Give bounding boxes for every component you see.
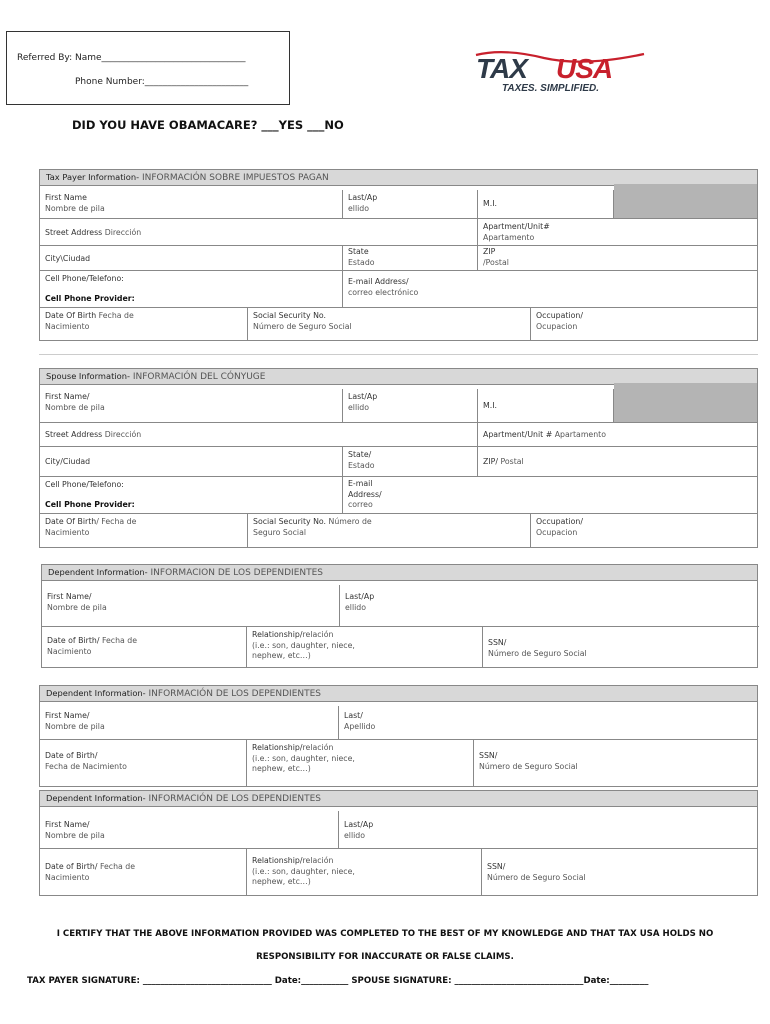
ssn-label: SSN/	[487, 862, 506, 871]
street-label-es: Dirección	[102, 430, 142, 439]
cell-provider-label: Cell Phone Provider:	[45, 293, 135, 303]
spouse-city-field[interactable]	[40, 447, 343, 477]
taxpayer-email-field[interactable]	[343, 271, 757, 308]
taxpayer-ssn-field[interactable]	[248, 308, 531, 340]
dependent-first-name-field[interactable]	[42, 585, 340, 627]
ssn-label: SSN/	[479, 751, 498, 760]
spouse-cell-phone-field[interactable]	[40, 477, 343, 514]
taxpayer-shaded-cell	[614, 184, 757, 219]
occupation-label: Occupation/	[536, 517, 583, 526]
dob-label-es2: Nacimiento	[45, 527, 90, 537]
spouse-shaded-cell	[614, 383, 757, 423]
dependent-header	[40, 791, 757, 807]
apartment-label-es: Apartamento	[552, 430, 606, 439]
taxpayer-header-es: INFORMACIÓN SOBRE IMPUESTOS PAGAN	[139, 173, 329, 183]
relationship-example: (i.e.: son, daughter, niece,	[252, 753, 355, 763]
last-name-label: Last/Ap	[348, 193, 378, 202]
dependent-ssn-field[interactable]	[483, 627, 759, 667]
certification-line-1: I CERTIFY THAT THE ABOVE INFORMATION PROVIDED WAS COMPLETED TO THE BEST OF MY KNOWLEDGE AND THAT TAX USA HOLDS NO	[56, 929, 714, 939]
dependent-dob-field[interactable]	[40, 740, 247, 786]
dob-label: Date of Birth/	[45, 862, 98, 871]
dob-label-es: Fecha de	[96, 311, 134, 320]
logo-tax-text: TAX	[476, 53, 527, 84]
first-name-label: First Name/	[47, 592, 92, 601]
dob-label: Date Of Birth	[45, 311, 97, 320]
zip-label-es: /Postal	[483, 257, 509, 267]
relationship-example: (i.e.: son, daughter, niece,	[252, 866, 355, 876]
obamacare-question[interactable]: DID YOU HAVE OBAMACARE? ___YES ___NO	[72, 118, 344, 132]
taxusa-logo-mark	[474, 50, 658, 94]
taxpayer-occupation-field[interactable]	[531, 308, 757, 340]
spouse-header-en: Spouse Information-	[46, 371, 130, 381]
relationship-label: Relationship/	[252, 630, 303, 639]
dependent-header-en: Dependent Information-	[48, 567, 148, 577]
first-name-label-es: Nombre de pila	[45, 721, 105, 731]
state-label: State/	[348, 450, 372, 459]
dob-label-es2: Fecha de Nacimiento	[45, 761, 127, 771]
dependent-header-es: INFORMACION DE LOS DEPENDIENTES	[147, 568, 324, 578]
spouse-street-field[interactable]	[40, 423, 478, 447]
dependent-last-name-field[interactable]	[340, 585, 759, 627]
dob-label-es: Fecha de	[97, 862, 136, 871]
email-label: E-mail Address/	[348, 277, 409, 286]
first-name-label: First Name/	[45, 711, 90, 720]
zip-label: ZIP/	[483, 457, 498, 466]
relationship-example-2: nephew, etc…)	[252, 877, 311, 886]
ssn-label-es: Número de Seguro Social	[487, 872, 586, 882]
referral-box	[6, 31, 290, 105]
dependent-dob-field[interactable]	[40, 849, 247, 895]
dob-label-es: Fecha de	[99, 636, 138, 645]
dependent-first-name-field[interactable]	[40, 706, 339, 740]
email-label-es: correo	[348, 500, 373, 509]
spouse-mi-field[interactable]	[478, 389, 614, 423]
dependent-first-name-field[interactable]	[40, 811, 339, 849]
cell-provider-label: Cell Phone Provider:	[45, 499, 135, 509]
last-name-label: Last/Ap	[344, 820, 374, 829]
dependent-header-en: Dependent Information-	[46, 793, 146, 803]
first-name-label: First Name/	[45, 820, 90, 829]
ssn-label-es: Número de	[326, 517, 372, 526]
city-label: City\Ciudad	[45, 254, 91, 263]
spouse-apartment-field[interactable]	[478, 423, 757, 447]
occupation-label-es: Ocupacion	[536, 321, 578, 331]
last-name-label-es: ellido	[348, 203, 370, 213]
dependent-header	[42, 565, 757, 581]
email-label-2: Address/	[348, 489, 382, 499]
zip-label: ZIP	[483, 247, 496, 256]
relationship-label-es: relación	[302, 630, 334, 639]
spouse-email-field[interactable]	[343, 477, 757, 514]
city-label: City/Ciudad	[45, 457, 91, 466]
section-divider	[39, 354, 758, 355]
last-name-label-es: ellido	[348, 402, 370, 412]
state-label: State	[348, 247, 369, 256]
phone-number-field[interactable]: Phone Number:_______________________	[75, 77, 249, 87]
street-label: Street Address	[45, 228, 103, 237]
spouse-state-field[interactable]	[343, 447, 478, 477]
dob-label-es2: Nacimiento	[45, 321, 90, 331]
dependent-section-2	[39, 685, 758, 787]
relationship-label-es: relación	[302, 856, 334, 865]
dependent-relationship-field[interactable]	[247, 627, 483, 667]
zip-label-es: Postal	[497, 457, 524, 466]
last-name-label: Last/	[344, 711, 363, 720]
spouse-zip-field[interactable]	[478, 447, 757, 477]
certification-line-2: RESPONSIBILITY FOR INACCURATE OR FALSE CLAIMS.	[256, 952, 514, 962]
logo-tagline: TAXES. SIMPLIFIED.	[502, 83, 600, 94]
state-label-es: Estado	[348, 257, 375, 267]
email-label: E-mail	[348, 479, 373, 488]
taxpayer-state-field[interactable]	[343, 246, 478, 271]
ssn-label-es: Número de Seguro Social	[488, 648, 587, 658]
spouse-section	[39, 368, 758, 548]
cell-phone-label: Cell Phone/Telefono:	[45, 480, 124, 489]
spouse-header-es: INFORMACIÓN DEL CÓNYUGE	[129, 372, 266, 382]
first-name-label-es: Nombre de pila	[45, 402, 105, 412]
last-name-label-es: Apellido	[344, 721, 376, 731]
dependent-ssn-field[interactable]	[482, 849, 757, 895]
taxpayer-first-name-field[interactable]	[40, 190, 343, 219]
cell-phone-label: Cell Phone/Telefono:	[45, 274, 124, 283]
street-label-es: Dirección	[102, 228, 142, 237]
taxpayer-zip-field[interactable]	[478, 246, 757, 271]
taxpayer-apartment-field[interactable]	[478, 219, 757, 246]
dependent-section-1	[41, 564, 758, 668]
relationship-label: Relationship/	[252, 856, 303, 865]
spouse-first-name-field[interactable]	[40, 389, 343, 423]
spouse-occupation-field[interactable]	[531, 514, 757, 547]
last-name-label: Last/Ap	[345, 592, 375, 601]
last-name-label-es: ellido	[345, 602, 367, 612]
spouse-dob-field[interactable]	[40, 514, 248, 547]
ssn-label: Social Security No.	[253, 311, 327, 320]
first-name-label-es: Nombre de pila	[45, 830, 105, 840]
last-name-label-es: ellido	[344, 830, 366, 840]
relationship-example: (i.e.: son, daughter, niece,	[252, 640, 355, 650]
taxpayer-dob-field[interactable]	[40, 308, 248, 340]
dob-label: Date of Birth/	[47, 636, 100, 645]
dependent-header-es: INFORMACIÓN DE LOS DEPENDIENTES	[145, 794, 322, 804]
dependent-last-name-field[interactable]	[339, 811, 757, 849]
taxpayer-city-field[interactable]	[40, 246, 343, 271]
first-name-label: First Name	[45, 193, 87, 202]
dependent-dob-field[interactable]	[42, 627, 247, 667]
last-name-label: Last/Ap	[348, 392, 378, 401]
dob-label-es2: Nacimiento	[47, 646, 92, 656]
logo-usa-text: USA	[556, 53, 613, 84]
occupation-label-es: Ocupacion	[536, 527, 578, 537]
relationship-example-2: nephew, etc…)	[252, 651, 311, 660]
dob-label: Date of Birth/	[45, 751, 98, 760]
ssn-label: SSN/	[488, 638, 507, 647]
taxpayer-mi-field[interactable]	[478, 190, 614, 219]
dob-label-es: / Fecha de	[96, 517, 137, 526]
spouse-last-name-field[interactable]	[343, 389, 478, 423]
first-name-label-es: Nombre de pila	[45, 203, 105, 213]
dob-label-es2: Nacimiento	[45, 872, 90, 882]
signature-line[interactable]: TAX PAYER SIGNATURE: ______________________________ Date:___________ SPOUSE SIGNATURE: ______________________________Date:_________	[27, 976, 649, 986]
spouse-ssn-field[interactable]	[248, 514, 531, 547]
mi-label: M.I.	[483, 199, 497, 208]
mi-label: M.I.	[483, 401, 497, 410]
dependent-relationship-field[interactable]	[247, 740, 474, 786]
taxpayer-last-name-field[interactable]	[343, 190, 478, 219]
ssn-label: Social Security No.	[253, 517, 327, 526]
taxpayer-header-en: Tax Payer Information-	[46, 172, 140, 182]
email-label-es: correo electrónico	[348, 287, 419, 297]
dependent-header-en: Dependent Information-	[46, 688, 146, 698]
dependent-header	[40, 686, 757, 702]
relationship-label-es: relación	[302, 743, 334, 752]
ssn-label-es2: Seguro Social	[253, 527, 307, 537]
first-name-label-es: Nombre de pila	[47, 602, 107, 612]
apartment-label: Apartment/Unit #	[483, 430, 553, 439]
dependent-header-es: INFORMACIÓN DE LOS DEPENDIENTES	[145, 689, 322, 699]
relationship-example-2: nephew, etc…)	[252, 764, 311, 773]
ssn-label-es: Número de Seguro Social	[479, 761, 578, 771]
dependent-ssn-field[interactable]	[474, 740, 757, 786]
dependent-relationship-field[interactable]	[247, 849, 482, 895]
first-name-label: First Name/	[45, 392, 90, 401]
taxpayer-section	[39, 169, 758, 341]
street-label: Street Address	[45, 430, 103, 439]
taxpayer-cell-phone-field[interactable]	[40, 271, 343, 308]
referred-by-field[interactable]: Referred By: Name________________________________	[17, 53, 246, 63]
dependent-last-name-field[interactable]	[339, 706, 757, 740]
dependent-section-3	[39, 790, 758, 896]
apartment-label-es: Apartamento	[483, 232, 535, 242]
occupation-label: Occupation/	[536, 311, 583, 320]
state-label-es: Estado	[348, 460, 375, 470]
taxpayer-street-field[interactable]	[40, 219, 478, 246]
taxusa-logo	[474, 50, 658, 94]
relationship-label: Relationship/	[252, 743, 303, 752]
dob-label: Date Of Birth	[45, 517, 97, 526]
ssn-label-es: Número de Seguro Social	[253, 321, 352, 331]
apartment-label: Apartment/Unit#	[483, 222, 550, 231]
